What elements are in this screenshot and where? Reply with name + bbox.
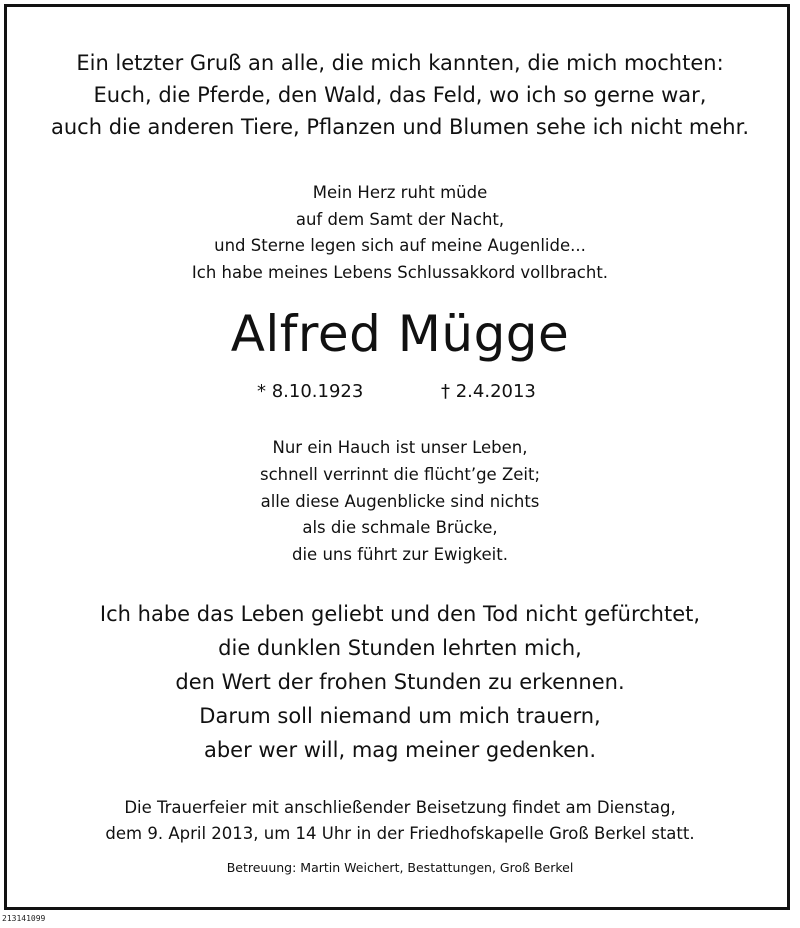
- intro-line: Ein letzter Gruß an alle, die mich kannten, die mich mochten:: [76, 51, 724, 75]
- deceased-name: Alfred Mügge: [230, 305, 570, 363]
- poem-heart: [7, 180, 793, 286]
- service-line: dem 9. April 2013, um 14 Uhr in der Friedhofskapelle Groß Berkel statt.: [105, 824, 695, 843]
- intro-line: auch die anderen Tiere, Pflanzen und Blumen sehe ich nicht mehr.: [51, 115, 749, 139]
- poem-line: Nur ein Hauch ist unser Leben,: [272, 438, 528, 457]
- funeral-home-credit: Betreuung: Martin Weichert, Bestattungen, Groß Berkel: [226, 860, 574, 875]
- poem-line: auf dem Samt der Nacht,: [295, 209, 505, 229]
- farewell-line: aber wer will, mag meiner gedenken.: [203, 738, 597, 762]
- poem-line: die uns führt zur Ewigkeit.: [292, 545, 508, 565]
- service-announcement: [7, 795, 793, 847]
- birth-date: * 8.10.1923: [257, 381, 364, 402]
- death-date: † 2.4.2013: [441, 381, 536, 402]
- intro-line: Euch, die Pferde, den Wald, das Feld, wo ich so gerne war,: [93, 83, 707, 107]
- farewell-line: Darum soll niemand um mich trauern,: [199, 704, 601, 728]
- service-line: Die Trauerfeier mit anschließender Beisetzung findet am Dienstag,: [124, 798, 676, 817]
- poem-line: als die schmale Brücke,: [302, 518, 498, 538]
- farewell-line: die dunklen Stunden lehrten mich,: [218, 636, 582, 660]
- poem-line: schnell verrinnt die flücht’ge Zeit;: [259, 464, 541, 484]
- poem-line: alle diese Augenblicke sind nichts: [260, 491, 540, 511]
- farewell-text: [7, 597, 793, 767]
- poem-line: und Sterne legen sich auf meine Augenlide...: [214, 236, 586, 255]
- intro-text: [7, 47, 793, 143]
- poem-breath: [7, 435, 793, 569]
- poem-line: Ich habe meines Lebens Schlussakkord vollbracht.: [191, 262, 609, 282]
- reference-number: 213141099: [2, 914, 46, 923]
- life-dates: [7, 379, 793, 405]
- poem-line: Mein Herz ruht müde: [312, 183, 488, 202]
- farewell-line: den Wert der frohen Stunden zu erkennen.: [175, 670, 625, 694]
- farewell-line: Ich habe das Leben geliebt und den Tod nicht gefürchtet,: [99, 602, 701, 626]
- obituary-frame: [4, 4, 790, 910]
